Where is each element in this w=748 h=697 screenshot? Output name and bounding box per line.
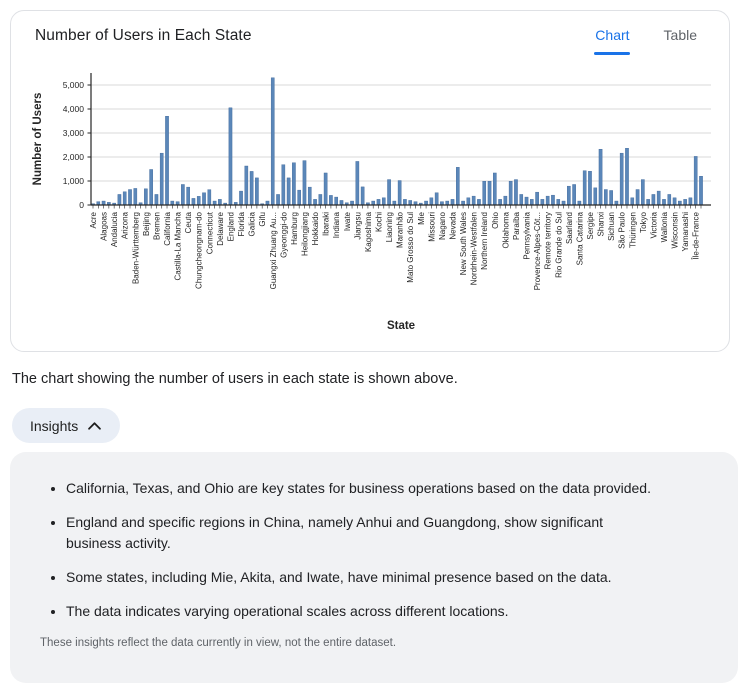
bar [329,195,332,205]
x-axis-title: State [386,320,416,332]
insight-item: • The data indicates varying operational scales across different locations. [66,601,651,621]
x-tick-label: Mato Grosso do Sul [406,212,416,283]
bar [160,153,163,205]
bar [229,108,232,205]
bar [403,199,406,205]
x-tick-label: Kochi [374,212,384,233]
x-tick-label: Indiana [332,212,342,239]
bar [604,190,607,205]
bar [662,199,665,205]
x-tick-label: Saarland [564,212,574,245]
x-tick-label: Tokyo [638,212,648,233]
x-tick-label: Castilla-La Mancha [173,212,183,281]
bar [298,190,301,205]
x-tick-label: Jiangsu [353,212,363,240]
bar [313,199,316,205]
bar [335,197,338,205]
x-tick-label: Nevada [448,212,458,240]
bar [218,199,221,205]
bar [641,180,644,205]
x-tick-label: Gyeonggi-do [279,212,289,258]
bar [287,178,290,205]
bar [647,199,650,205]
insight-item: • Some states, including Mie, Akita, and Iwate, have minimal presence based on the data. [66,567,651,587]
bar [187,187,190,205]
bar [456,167,459,205]
insight-item: • England and specific regions in China, namely Anhui and Guangdong, show significant business activity. [66,512,651,553]
bar [599,149,602,205]
bar [668,194,671,205]
bar [625,148,628,205]
x-tick-label: Île-de-France [691,212,701,260]
bar [588,171,591,205]
x-tick-label: Remote territory [543,212,553,270]
x-tick-label: England [226,212,236,242]
bar [202,193,205,205]
bar [451,199,454,205]
tab-chart-label: Chart [595,27,630,43]
x-tick-label: Bremen [152,212,162,241]
bar [525,197,528,205]
bar [377,199,380,205]
x-tick-label: Hamburg [289,212,299,245]
bar [303,161,306,205]
x-tick-label: Gifu [258,212,268,227]
insights-list [66,478,708,621]
x-tick-label: Connecticut [205,212,215,255]
x-tick-label: Hokkaido [311,212,321,246]
x-tick-label: Wallonia [659,212,669,243]
bar [557,199,560,205]
bar [123,192,126,205]
bar [620,153,623,205]
chart-title: Number of Users in Each State [35,27,252,44]
tab-table[interactable] [664,27,697,55]
bar [398,181,401,205]
bar [340,200,343,205]
y-tick-label: 2,000 [62,152,84,162]
bar [319,194,322,205]
x-tick-label: Missouri [427,212,437,242]
x-tick-label: Paraíba [511,212,521,241]
bar [255,178,258,205]
bar [551,195,554,205]
x-tick-label: Yamanashi [681,212,691,252]
x-tick-label: Florida [237,212,247,237]
x-tick-label: Santa Catarina [575,212,585,266]
x-tick-label: California [163,212,173,246]
y-tick-label: 3,000 [62,128,84,138]
insight-item: • California, Texas, and Ohio are key states for business operations based on the data provided. [66,478,651,498]
x-tick-label: Oklahoma [501,211,511,249]
x-tick-label: Chungcheongnam-do [194,212,204,289]
bar [409,200,412,205]
bar [652,194,655,205]
tab-chart[interactable] [595,27,629,55]
bar [435,193,438,205]
bar [155,194,158,205]
tab-table-label: Table [663,27,697,43]
x-tick-label: Nagano [437,212,447,241]
x-tick-label: Victoria [649,212,659,239]
bar [573,184,576,205]
bar [292,163,295,205]
x-tick-label: Andalucia [110,212,120,248]
bar [536,192,539,205]
chart-caption: The chart showing the number of users in each state is shown above. [12,371,458,387]
bar [271,78,274,205]
bar [530,199,533,205]
bar [181,184,184,205]
x-tick-label: Guangxi Zhuang Au... [268,212,278,290]
bar [250,171,253,205]
insights-button-label: Insights [30,417,79,434]
x-tick-label: Baden-Württemberg [131,212,141,285]
bar [472,196,475,205]
x-tick-label: Iwate [342,212,352,232]
y-tick-label: 1,000 [62,176,84,186]
bar [150,169,153,205]
chart-card-header [11,11,729,61]
bar [128,190,131,205]
bar [356,161,359,205]
bar [477,199,480,205]
x-tick-label: Acre [89,212,98,229]
x-tick-label: Maranhão [395,212,405,249]
bar [134,188,137,205]
x-tick-label: Ibaraki [321,212,331,237]
bar [245,166,248,205]
x-tick-label: Kagoshima [363,212,373,253]
x-tick-label: Pennsylvania [522,212,532,260]
x-tick-label: Thüringen [628,212,638,249]
y-tick-label: 5,000 [62,80,84,90]
x-tick-label: São Paulo [617,212,627,249]
bar [610,190,613,205]
bar [583,171,586,205]
bar [546,196,549,205]
users-by-state-bar-chart [11,61,731,353]
x-tick-label: Liaoning [385,212,395,243]
x-tick-label: Delaware [215,212,225,246]
bar [382,198,385,205]
bar [493,173,496,205]
bar [467,198,470,205]
y-tick-label: 0 [79,200,84,210]
bar [509,181,512,205]
bar [197,196,200,205]
bar [488,181,491,205]
x-tick-label: Rio Grande do Sul [554,212,564,278]
insights-panel [10,452,738,683]
bar [192,198,195,205]
insights-toggle-button[interactable] [12,408,120,443]
y-axis-title: Number of Users [32,92,44,186]
x-tick-label: Galicia [247,212,257,237]
bar [308,187,311,205]
x-tick-label: Wisconsin [670,212,680,249]
x-tick-label: Arizona [120,212,130,240]
view-tabs [595,27,697,55]
bar [276,194,279,205]
x-tick-label: Beijing [141,212,151,237]
active-tab-underline [594,52,630,55]
bar [699,176,702,205]
bar [504,196,507,205]
bar [631,198,634,205]
x-tick-label: New South Wales [459,211,469,276]
bar [594,188,597,205]
x-tick-label: Provence-Alpes-Côt... [533,212,543,291]
insights-footnote: These insights reflect the data currently in view, not the entire dataset. [40,637,397,650]
bar [636,190,639,205]
bar [689,198,692,205]
bar [567,186,570,205]
bar [541,199,544,205]
bar [694,156,697,205]
bar [673,198,676,205]
x-tick-label: Ceuta [184,212,194,234]
x-tick-label: Heilongjiang [300,212,310,257]
bar [657,191,660,205]
bar [498,199,501,205]
bar [165,116,168,205]
x-tick-label: Alagoas [99,212,109,241]
bar [118,194,121,205]
x-tick-label: Northern Ireland [480,211,490,270]
x-tick-label: Ohio [490,212,500,229]
bar [514,180,517,205]
bar [144,189,147,205]
chart-card [10,10,730,352]
x-tick-label: Nordrhein-Westfalen [469,212,479,286]
bar [430,198,433,205]
chevron-up-icon [87,421,102,431]
bar [361,187,364,205]
bar [520,194,523,205]
bar [208,190,211,205]
bar-chart-svg [11,61,731,353]
y-tick-label: 4,000 [62,104,84,114]
bar [239,191,242,205]
x-tick-label: Sichuan [607,212,617,241]
x-tick-label: Shanxi [596,212,606,237]
x-tick-label: Mie [416,212,426,225]
x-tick-label: Sergipe [585,212,595,240]
bar [684,199,687,205]
bar [324,173,327,205]
bar [483,181,486,205]
bar [282,165,285,205]
bar [387,180,390,205]
